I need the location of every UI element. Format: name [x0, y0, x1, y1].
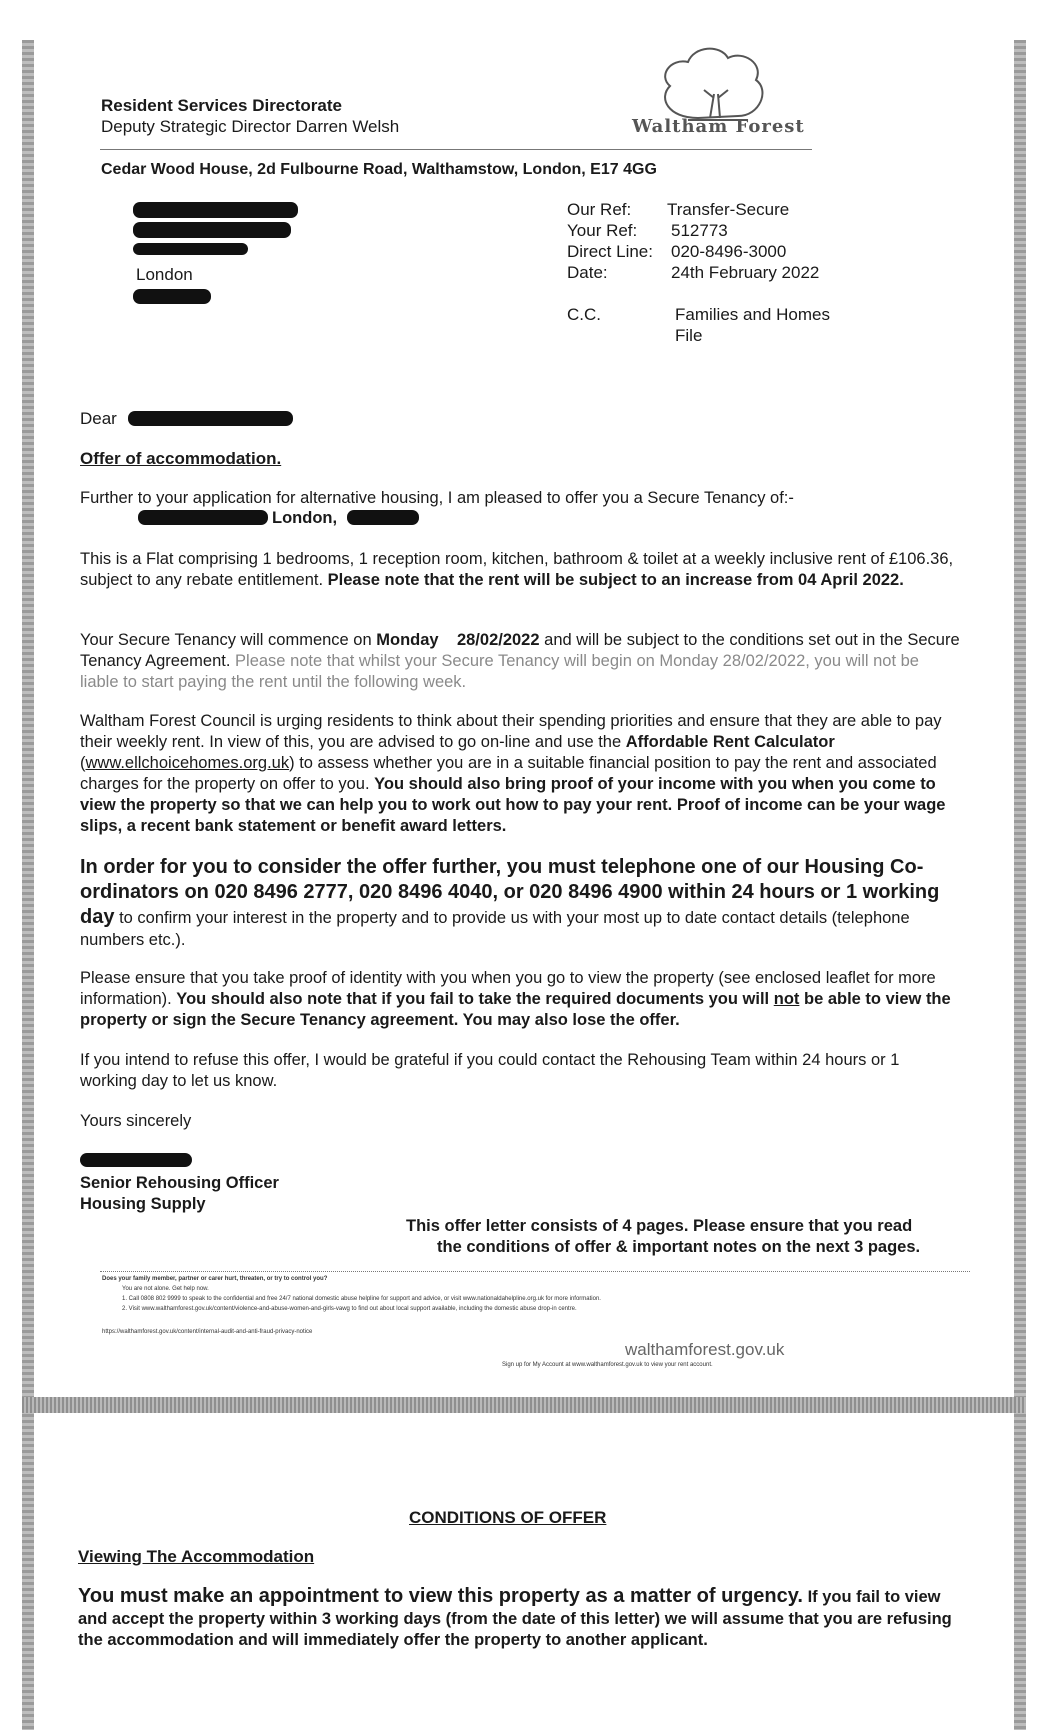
cc-recipient-2: File: [675, 326, 703, 345]
tenancy-start-text: Your Secure Tenancy will commence on: [80, 631, 372, 649]
tenancy-day: Monday: [376, 631, 439, 649]
rent-calculator-link[interactable]: www.ellchoicehomes.org.uk: [85, 754, 290, 772]
signatory-title: Senior Rehousing Officer: [80, 1174, 279, 1192]
paragraph-identity: [80, 968, 960, 1031]
tenancy-date: 28/02/2022: [456, 631, 540, 649]
offer-address-city: London,: [272, 509, 338, 527]
viewing-urgency: You must make an appointment to view this property as a matter of urgency.: [78, 1585, 803, 1607]
viewing-paragraph: [78, 1584, 958, 1651]
your-ref-value: 512773: [671, 221, 728, 240]
footer-signup-note: Sign up for My Account at www.walthamforest.gov.uk to view your rent account.: [502, 1362, 713, 1368]
redaction-bar: [347, 510, 419, 525]
redaction-bar: [80, 1153, 192, 1167]
our-ref-label: Our Ref:: [567, 200, 632, 219]
footer-privacy-link[interactable]: https://walthamforest.gov.uk/content/internal-audit-and-anti-fraud-privacy-notice: [102, 1329, 313, 1335]
redaction-bar: [133, 289, 211, 304]
rent-increase-note: Please note that the rent will be subject to an increase from 04 April 2022.: [327, 571, 904, 589]
office-address: Cedar Wood House, 2d Fulbourne Road, Walthamstow, London, E17 4GG: [101, 161, 657, 178]
footer-abuse-line0: You are not alone. Get help now.: [122, 1286, 209, 1292]
your-ref-label: Your Ref:: [567, 221, 638, 240]
identity-text: Please ensure that you take proof of identity with you when you go to view the property (see enclosed leaflet for more information).: [80, 969, 936, 1008]
viewing-deadline: If you fail to view and accept the property within 3 working days (from the date of this letter) we will assume that you are refusing the accommodation and will immediately offer the property to another applicant.: [78, 1588, 952, 1649]
page-separator: [22, 1397, 1026, 1413]
letter-subject: Offer of accommodation.: [80, 449, 282, 468]
viewing-subtitle: Viewing The Accommodation: [78, 1547, 315, 1566]
council-website[interactable]: walthamforest.gov.uk: [625, 1340, 785, 1359]
footer-abuse-line1: 1. Call 0808 802 9999 to speak to the confidential and free 24/7 national domestic abuse helpline for support and advice, or visit www.nationaldahelpline.org.uk for more information.: [122, 1296, 601, 1302]
direct-line-label: Direct Line:: [567, 242, 653, 261]
redaction-bar: [133, 202, 298, 218]
proof-of-income-note: You should also bring proof of your income with you when you come to view the property so that we can help you to work out how to pay your rent. Proof of income can be your wage slips, a recent bank statement or benefit award letters.: [80, 775, 946, 835]
footer-rule: [100, 1271, 970, 1272]
paragraph-contact: [80, 855, 960, 951]
direct-line-value: 020-8496-3000: [671, 242, 787, 261]
footer-abuse-question: Does your family member, partner or carer hurt, threaten, or try to control you?: [102, 1276, 328, 1282]
signatory-department: Housing Supply: [80, 1195, 206, 1213]
redaction-bar: [128, 411, 293, 426]
redaction-bar: [133, 243, 248, 255]
closing: Yours sincerely: [80, 1112, 192, 1130]
rent-start-note: Please note that whilst your Secure Tenancy will begin on Monday 28/02/2022, you will not be liable to start paying the rent until the following week.: [80, 652, 919, 691]
conditions-title: CONDITIONS OF OFFER: [409, 1508, 607, 1527]
salutation: Dear: [80, 409, 117, 428]
paragraph-property: [80, 549, 960, 591]
property-description: This is a Flat comprising 1 bedrooms, 1 reception room, kitchen, bathroom & toilet at a weekly inclusive rent of £106.36, subject to any rebate entitlement.: [80, 550, 954, 589]
pages-note-1: This offer letter consists of 4 pages. Please ensure that you read: [406, 1217, 913, 1235]
footer-abuse-line2: 2. Visit www.walthamforest.gov.uk/content/violence-and-abuse-women-and-girls-vawg to find out about local support available, including the domestic abuse drop-in centre.: [122, 1306, 577, 1312]
paragraph-refusal: If you intend to refuse this offer, I would be grateful if you could contact the Rehousing Team within 24 hours or 1 working day to let us know.: [80, 1051, 900, 1090]
documents-warning: You should also note that if you fail to take the required documents you will: [176, 990, 770, 1008]
contact-details-text: to confirm your interest in the property and to provide us with your most up to date contact details (telephone numbers etc.).: [80, 909, 910, 949]
paragraph-tenancy: [80, 630, 960, 693]
cc-label: C.C.: [567, 305, 601, 324]
recipient-city: London: [136, 265, 193, 284]
documents-warning-not: not: [773, 990, 800, 1008]
contact-instruction: In order for you to consider the offer further, you must telephone one of our Housing Co-ordinators on 020 8496 2777, 020 8496 4040, or 020 8496 4900 within 24 hours or 1 working day: [80, 856, 940, 928]
director-name: Deputy Strategic Director Darren Welsh: [101, 117, 400, 136]
affordability-text-2: to assess whether you are in a suitable financial position to pay the rent and associated charges for the property on offer to you.: [80, 754, 937, 793]
redaction-bar: [138, 510, 268, 525]
cc-recipient-1: Families and Homes: [675, 305, 830, 324]
affordability-text: Waltham Forest Council is urging residents to think about their spending priorities and ensure that they are able to pay their weekly rent. In view of this, you are advised to go on-line and use the: [80, 712, 942, 751]
tenancy-conditions-text: and will be subject to the conditions set out in the Secure Tenancy Agreement.: [80, 631, 960, 670]
logo-wordmark: Waltham Forest: [632, 116, 805, 137]
directorate-title: Resident Services Directorate: [101, 96, 342, 115]
redaction-bar: [133, 222, 291, 238]
documents-warning-2: be able to view the property or sign the Secure Tenancy agreement. You may also lose the offer.: [80, 990, 951, 1029]
paragraph-affordability: Waltham Forest Council is urging residents to think about their spending priorities and ensure that they are able to pay their weekly rent. In view of this, you are advised to go on-line and use the Affordable Rent Calculator (www.ellchoicehomes.org.uk) to assess whether you are in a suitable financial position to pay the rent and associated charges for the property on offer to you. You should also bring proof of your income with you when you come to view the property so that we can help you to work out how to pay your rent. Proof of income can be your wage slips, a recent bank statement or benefit award letters.: [80, 712, 946, 835]
header-rule: [100, 149, 812, 150]
scan-edge-right: [1014, 40, 1026, 1730]
paragraph-offer: Further to your application for alternative housing, I am pleased to offer you a Secure Tenancy of:-: [80, 489, 794, 507]
pages-note-2: the conditions of offer & important notes on the next 3 pages.: [437, 1238, 921, 1256]
our-ref-value: Transfer-Secure: [667, 200, 790, 219]
scan-edge-left: [22, 40, 34, 1730]
date-label: Date:: [567, 263, 608, 282]
date-value: 24th February 2022: [671, 263, 820, 282]
rent-calculator-name: Affordable Rent Calculator: [625, 733, 835, 751]
